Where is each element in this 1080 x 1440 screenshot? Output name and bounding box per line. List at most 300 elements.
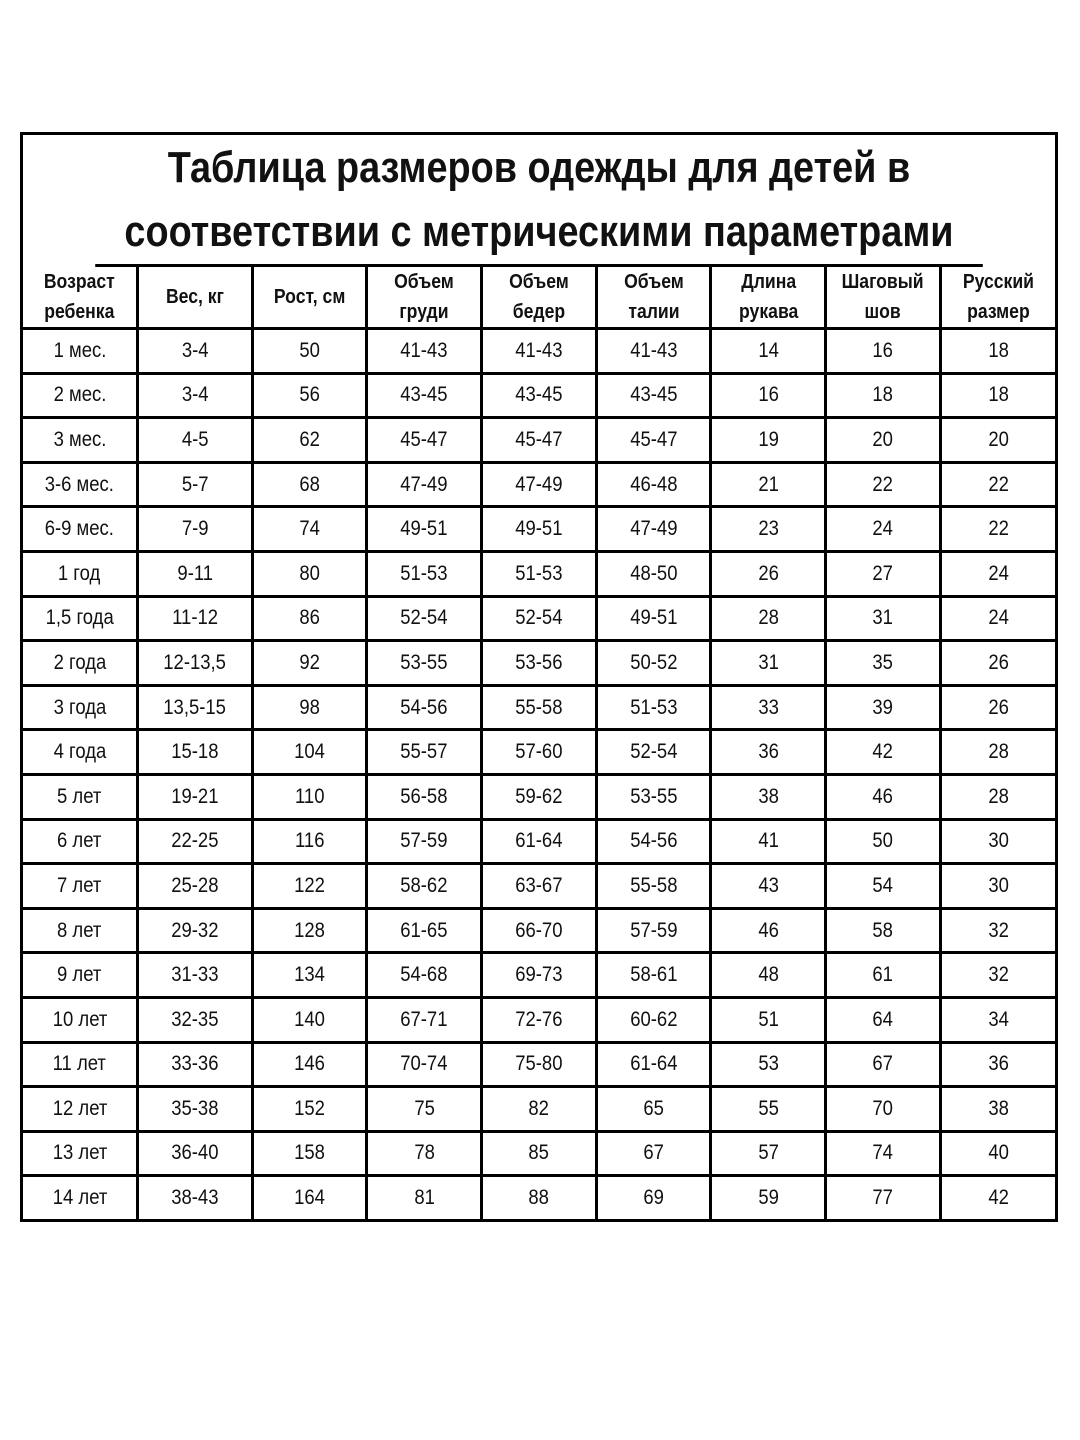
table-cell — [711, 685, 826, 730]
table-row — [23, 551, 1055, 596]
table-cell — [367, 864, 482, 909]
table-cell — [23, 329, 138, 374]
table-cell — [826, 507, 941, 552]
cell-value: 110 — [294, 784, 325, 808]
cell-value: 26 — [757, 561, 779, 585]
table-row — [23, 462, 1055, 507]
cell-value: 152 — [294, 1096, 326, 1120]
cell-value: 16 — [757, 383, 779, 407]
table-cell — [252, 462, 367, 507]
table-cell — [482, 953, 597, 998]
column-header-label: Возраст ребенка — [44, 271, 116, 323]
cell-value: 49-51 — [629, 606, 678, 630]
cell-value: 41-43 — [629, 338, 678, 362]
table-row — [23, 596, 1055, 641]
cell-value: 58-62 — [400, 873, 448, 897]
table-cell — [826, 774, 941, 819]
table-cell — [940, 1131, 1055, 1176]
cell-value: 61 — [872, 963, 894, 987]
table-cell — [23, 819, 138, 864]
cell-value: 53 — [757, 1052, 779, 1076]
table-cell — [596, 685, 711, 730]
table-cell — [596, 507, 711, 552]
cell-value: 36-40 — [171, 1141, 219, 1165]
cell-value: 32-35 — [171, 1007, 219, 1031]
table-cell — [826, 1087, 941, 1132]
table-cell — [596, 730, 711, 775]
column-header — [482, 267, 597, 329]
cell-value: 13 лет — [52, 1141, 107, 1165]
table-cell — [826, 819, 941, 864]
table-row — [23, 819, 1055, 864]
table-cell — [940, 953, 1055, 998]
cell-value: 5 лет — [57, 784, 102, 808]
table-cell — [940, 908, 1055, 953]
table-cell — [138, 1087, 253, 1132]
table-cell — [940, 685, 1055, 730]
table-cell — [367, 685, 482, 730]
table-cell — [138, 551, 253, 596]
cell-value: 1 мес. — [53, 338, 106, 362]
chart-title: Таблица размеров одежды для детей в соответствии с метрическими параметрами — [95, 135, 983, 267]
table-cell — [138, 685, 253, 730]
cell-value: 43 — [757, 873, 779, 897]
cell-value: 52-54 — [515, 606, 563, 630]
table-row — [23, 685, 1055, 730]
table-cell — [138, 596, 253, 641]
table-cell — [252, 685, 367, 730]
table-cell — [482, 730, 597, 775]
table-cell — [252, 997, 367, 1042]
cell-value: 8 лет — [57, 918, 102, 942]
cell-value: 67 — [872, 1052, 894, 1076]
cell-value: 86 — [299, 606, 320, 630]
cell-value: 62 — [299, 427, 320, 451]
table-cell — [596, 1042, 711, 1087]
table-cell — [23, 551, 138, 596]
column-header — [711, 267, 826, 329]
table-cell — [367, 418, 482, 463]
table-cell — [482, 1131, 597, 1176]
table-row — [23, 507, 1055, 552]
cell-value: 54-68 — [400, 963, 448, 987]
cell-value: 61-64 — [515, 829, 563, 853]
table-cell — [596, 1131, 711, 1176]
cell-value: 29-32 — [171, 918, 219, 942]
cell-value: 6 лет — [57, 829, 102, 853]
cell-value: 7-9 — [181, 517, 209, 541]
cell-value: 24 — [872, 517, 894, 541]
cell-value: 63-67 — [515, 873, 563, 897]
cell-value: 59 — [757, 1186, 779, 1210]
cell-value: 51-53 — [515, 561, 563, 585]
cell-value: 41 — [757, 829, 779, 853]
table-cell — [482, 1087, 597, 1132]
cell-value: 3-6 мес. — [44, 472, 115, 496]
cell-value: 33 — [757, 695, 779, 719]
cell-value: 66-70 — [515, 918, 563, 942]
table-cell — [596, 864, 711, 909]
table-cell — [138, 418, 253, 463]
cell-value: 46 — [757, 918, 779, 942]
cell-value: 48 — [757, 963, 779, 987]
cell-value: 11-12 — [172, 606, 218, 630]
table-row — [23, 641, 1055, 686]
table-cell — [826, 908, 941, 953]
cell-value: 36 — [988, 1052, 1009, 1076]
column-header — [138, 267, 253, 329]
cell-value: 57-59 — [400, 829, 448, 853]
table-cell — [711, 908, 826, 953]
table-cell — [482, 329, 597, 374]
cell-value: 6-9 мес. — [44, 517, 115, 541]
table-cell — [940, 864, 1055, 909]
cell-value: 5-7 — [181, 472, 209, 496]
cell-value: 55-57 — [400, 740, 448, 764]
cell-value: 22-25 — [171, 829, 219, 853]
table-cell — [826, 373, 941, 418]
cell-value: 41-43 — [400, 338, 448, 362]
table-cell — [826, 596, 941, 641]
cell-value: 81 — [414, 1186, 435, 1210]
table-cell — [252, 1176, 367, 1219]
table-cell — [711, 1131, 826, 1176]
table-cell — [711, 329, 826, 374]
table-cell — [596, 462, 711, 507]
column-header-label: Вес, кг — [165, 286, 224, 308]
cell-value: 158 — [294, 1141, 326, 1165]
column-header-label: Рост, см — [273, 286, 346, 308]
table-cell — [596, 774, 711, 819]
table-cell — [138, 373, 253, 418]
cell-value: 18 — [872, 383, 894, 407]
table-cell — [252, 329, 367, 374]
size-chart — [20, 132, 1058, 1222]
table-cell — [596, 1176, 711, 1219]
table-cell — [482, 864, 597, 909]
cell-value: 56-58 — [400, 784, 448, 808]
table-cell — [711, 819, 826, 864]
cell-value: 45-47 — [515, 427, 563, 451]
table-cell — [367, 551, 482, 596]
table-cell — [252, 596, 367, 641]
table-cell — [482, 373, 597, 418]
cell-value: 41-43 — [515, 338, 563, 362]
cell-value: 3-4 — [181, 383, 209, 407]
cell-value: 72-76 — [515, 1007, 563, 1031]
table-cell — [596, 1087, 711, 1132]
table-cell — [367, 953, 482, 998]
table-cell — [367, 1042, 482, 1087]
cell-value: 28 — [757, 606, 779, 630]
table-row — [23, 774, 1055, 819]
table-cell — [138, 819, 253, 864]
table-cell — [138, 462, 253, 507]
header-row — [23, 267, 1055, 329]
cell-value: 54-56 — [400, 695, 448, 719]
cell-value: 67 — [643, 1141, 664, 1165]
cell-value: 26 — [988, 650, 1009, 674]
table-cell — [138, 1176, 253, 1219]
table-cell — [826, 1042, 941, 1087]
column-header-label: Длина рукава — [738, 271, 798, 323]
table-cell — [711, 774, 826, 819]
cell-value: 9 лет — [57, 963, 102, 987]
table-cell — [482, 908, 597, 953]
cell-value: 20 — [872, 427, 894, 451]
cell-value: 32 — [988, 963, 1009, 987]
cell-value: 55-58 — [515, 695, 563, 719]
table-row — [23, 373, 1055, 418]
table-cell — [367, 819, 482, 864]
cell-value: 15-18 — [171, 740, 219, 764]
cell-value: 20 — [988, 427, 1009, 451]
cell-value: 47-49 — [629, 517, 678, 541]
table-cell — [482, 551, 597, 596]
table-cell — [23, 864, 138, 909]
cell-value: 52-54 — [629, 740, 678, 764]
cell-value: 32 — [988, 918, 1009, 942]
table-cell — [138, 1042, 253, 1087]
table-cell — [367, 774, 482, 819]
table-cell — [482, 1176, 597, 1219]
cell-value: 38 — [988, 1096, 1009, 1120]
column-header-label: Объем груди — [394, 271, 455, 323]
table-cell — [940, 418, 1055, 463]
cell-value: 11 лет — [52, 1052, 107, 1076]
cell-value: 52-54 — [400, 606, 448, 630]
cell-value: 9-11 — [177, 561, 213, 585]
cell-value: 43-45 — [515, 383, 563, 407]
cell-value: 77 — [872, 1186, 894, 1210]
table-cell — [138, 953, 253, 998]
cell-value: 35 — [872, 650, 894, 674]
column-header-label: Шаговый шов — [841, 271, 924, 323]
cell-value: 69 — [643, 1186, 664, 1210]
table-row — [23, 730, 1055, 775]
table-cell — [367, 641, 482, 686]
cell-value: 27 — [872, 561, 894, 585]
table-cell — [23, 1176, 138, 1219]
column-header-label: Объем талии — [623, 271, 684, 323]
cell-value: 58-61 — [629, 963, 678, 987]
table-cell — [482, 997, 597, 1042]
table-cell — [482, 507, 597, 552]
table-cell — [711, 596, 826, 641]
cell-value: 128 — [294, 918, 326, 942]
table-cell — [252, 819, 367, 864]
cell-value: 75 — [414, 1096, 435, 1120]
column-header-label: Русский размер — [962, 271, 1034, 323]
cell-value: 30 — [988, 873, 1009, 897]
cell-value: 19-21 — [171, 784, 219, 808]
table-cell — [367, 1131, 482, 1176]
cell-value: 61-65 — [400, 918, 448, 942]
table-cell — [826, 1176, 941, 1219]
column-header — [367, 267, 482, 329]
cell-value: 134 — [294, 963, 326, 987]
table-cell — [826, 462, 941, 507]
cell-value: 38 — [757, 784, 779, 808]
table-cell — [23, 462, 138, 507]
cell-value: 3 года — [53, 695, 106, 719]
table-cell — [252, 953, 367, 998]
cell-value: 12-13,5 — [163, 650, 227, 674]
cell-value: 31-33 — [171, 963, 219, 987]
cell-value: 140 — [294, 1007, 326, 1031]
cell-value: 7 лет — [57, 873, 102, 897]
table-cell — [711, 953, 826, 998]
table-cell — [482, 1042, 597, 1087]
table-cell — [138, 730, 253, 775]
cell-value: 46 — [872, 784, 894, 808]
cell-value: 10 лет — [52, 1007, 107, 1031]
cell-value: 49-51 — [400, 517, 448, 541]
cell-value: 53-55 — [400, 650, 448, 674]
cell-value: 60-62 — [629, 1007, 678, 1031]
cell-value: 57 — [757, 1141, 779, 1165]
cell-value: 3-4 — [181, 338, 209, 362]
cell-value: 4 года — [53, 740, 106, 764]
column-header — [940, 267, 1055, 329]
cell-value: 65 — [643, 1096, 664, 1120]
table-cell — [252, 730, 367, 775]
table-cell — [596, 641, 711, 686]
table-cell — [596, 596, 711, 641]
cell-value: 74 — [299, 517, 320, 541]
table-cell — [940, 551, 1055, 596]
table-cell — [826, 418, 941, 463]
cell-value: 28 — [988, 740, 1009, 764]
table-cell — [23, 1042, 138, 1087]
table-cell — [711, 507, 826, 552]
table-cell — [367, 373, 482, 418]
table-cell — [826, 641, 941, 686]
table-cell — [367, 462, 482, 507]
cell-value: 21 — [757, 472, 779, 496]
cell-value: 55 — [757, 1096, 779, 1120]
cell-value: 53-56 — [515, 650, 563, 674]
cell-value: 30 — [988, 829, 1009, 853]
cell-value: 16 — [872, 338, 894, 362]
table-cell — [596, 819, 711, 864]
cell-value: 35-38 — [171, 1096, 219, 1120]
table-cell — [252, 641, 367, 686]
table-cell — [138, 641, 253, 686]
cell-value: 3 мес. — [53, 427, 106, 451]
cell-value: 92 — [299, 650, 320, 674]
cell-value: 61-64 — [629, 1052, 678, 1076]
table-row — [23, 1131, 1055, 1176]
table-cell — [711, 864, 826, 909]
cell-value: 31 — [872, 606, 894, 630]
table-cell — [940, 329, 1055, 374]
cell-value: 48-50 — [629, 561, 678, 585]
table-cell — [826, 551, 941, 596]
table-cell — [826, 329, 941, 374]
table-cell — [252, 551, 367, 596]
table-body — [23, 329, 1055, 1219]
table-cell — [940, 819, 1055, 864]
column-header — [826, 267, 941, 329]
table-cell — [252, 908, 367, 953]
table-cell — [23, 953, 138, 998]
table-row — [23, 1176, 1055, 1219]
cell-value: 82 — [528, 1096, 550, 1120]
cell-value: 24 — [988, 606, 1009, 630]
table-cell — [482, 462, 597, 507]
table-cell — [940, 1176, 1055, 1219]
cell-value: 68 — [299, 472, 320, 496]
cell-value: 50 — [299, 338, 320, 362]
table-cell — [252, 1042, 367, 1087]
cell-value: 85 — [528, 1141, 550, 1165]
cell-value: 53-55 — [629, 784, 678, 808]
table-cell — [711, 641, 826, 686]
cell-value: 116 — [294, 829, 325, 853]
table-cell — [367, 1176, 482, 1219]
cell-value: 75-80 — [515, 1052, 563, 1076]
table-row — [23, 908, 1055, 953]
cell-value: 39 — [872, 695, 894, 719]
table-cell — [138, 864, 253, 909]
table-cell — [482, 418, 597, 463]
table-cell — [596, 908, 711, 953]
table-cell — [940, 641, 1055, 686]
table-cell — [940, 1087, 1055, 1132]
table-cell — [482, 685, 597, 730]
table-cell — [596, 373, 711, 418]
table-cell — [23, 418, 138, 463]
cell-value: 24 — [988, 561, 1009, 585]
table-cell — [482, 774, 597, 819]
table-cell — [252, 373, 367, 418]
table-cell — [826, 730, 941, 775]
cell-value: 49-51 — [515, 517, 563, 541]
cell-value: 33-36 — [171, 1052, 219, 1076]
cell-value: 51 — [757, 1007, 779, 1031]
table-row — [23, 329, 1055, 374]
cell-value: 26 — [988, 695, 1009, 719]
table-cell — [711, 551, 826, 596]
table-cell — [596, 953, 711, 998]
table-cell — [23, 507, 138, 552]
cell-value: 69-73 — [515, 963, 563, 987]
cell-value: 57-60 — [515, 740, 563, 764]
table-cell — [252, 507, 367, 552]
table-cell — [711, 997, 826, 1042]
table-cell — [367, 1087, 482, 1132]
cell-value: 146 — [294, 1052, 326, 1076]
table-cell — [826, 864, 941, 909]
table-cell — [940, 1042, 1055, 1087]
cell-value: 57-59 — [629, 918, 678, 942]
table-cell — [711, 1042, 826, 1087]
table-cell — [596, 551, 711, 596]
table-cell — [711, 730, 826, 775]
cell-value: 164 — [294, 1186, 326, 1210]
table-cell — [482, 819, 597, 864]
table-cell — [23, 685, 138, 730]
cell-value: 14 лет — [52, 1186, 107, 1210]
cell-value: 22 — [988, 472, 1009, 496]
table-cell — [23, 596, 138, 641]
table-cell — [711, 1087, 826, 1132]
table-cell — [367, 997, 482, 1042]
cell-value: 1 год — [58, 561, 101, 585]
table-cell — [367, 730, 482, 775]
table-cell — [940, 596, 1055, 641]
